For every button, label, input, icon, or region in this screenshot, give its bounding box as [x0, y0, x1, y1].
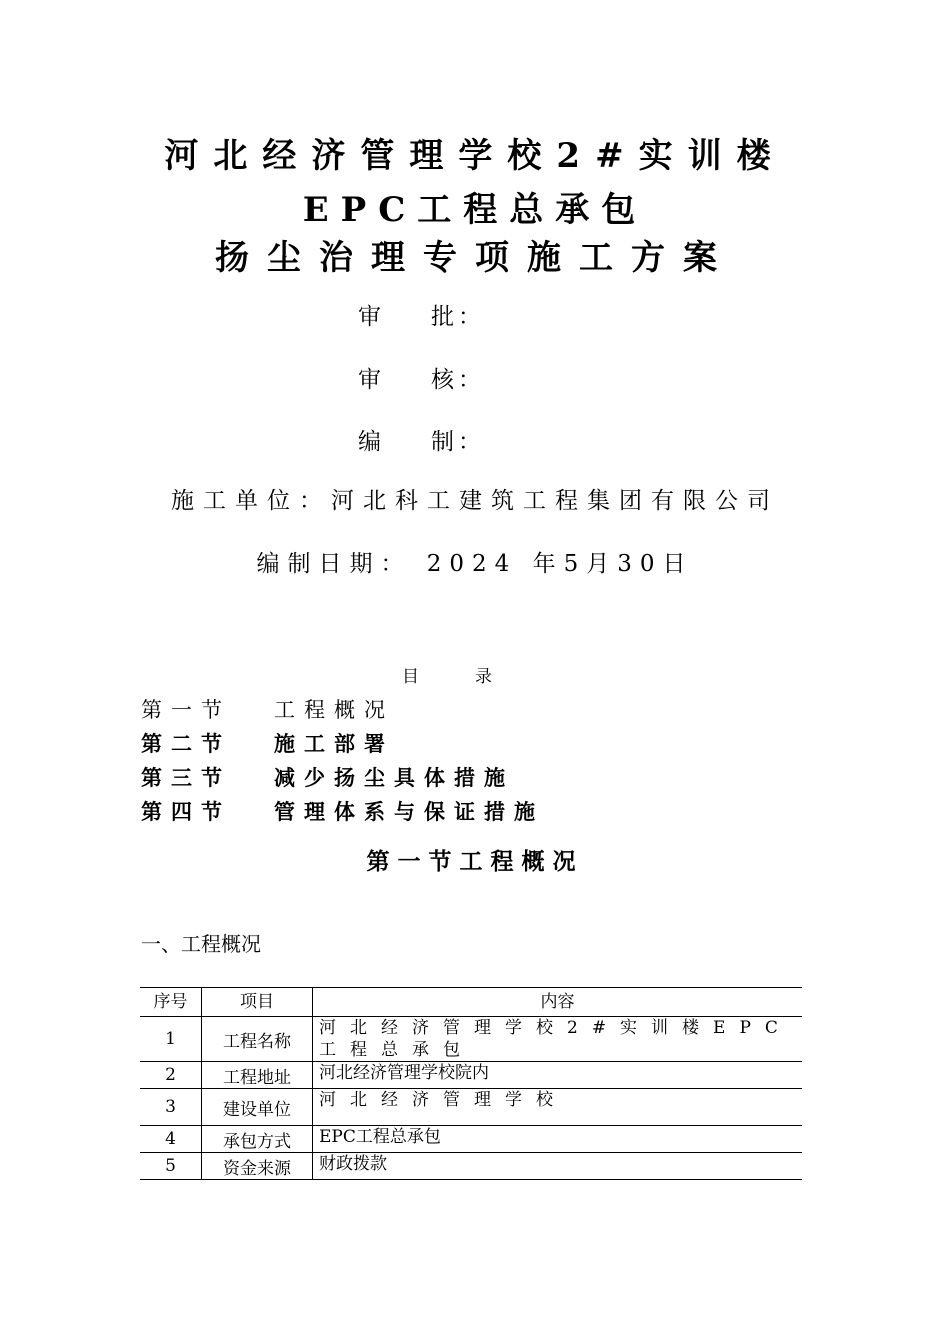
table-row — [140, 1153, 802, 1180]
table-header-row — [140, 988, 802, 1017]
toc-item — [141, 694, 394, 724]
review-field — [358, 361, 485, 394]
table-cell-content: 河北经济管理学校院内 — [313, 1062, 803, 1089]
table-header-cell: 内容 — [313, 988, 803, 1017]
toc-item-title: 减少扬尘具体措施 — [274, 765, 514, 790]
section-heading: 第一节工程概况 — [366, 848, 584, 875]
compile-label-end: 制： — [431, 429, 485, 455]
table-cell-content: 财政拨款 — [313, 1153, 803, 1180]
table-row — [140, 1062, 802, 1089]
cover-title-line2: EPC工程总承包 — [302, 190, 648, 230]
toc-item — [141, 762, 514, 792]
toc-item — [141, 796, 544, 826]
toc-item-title: 管理体系与保证措施 — [274, 799, 544, 824]
project-overview-table — [140, 987, 802, 1180]
toc-item-title: 施工部署 — [274, 731, 394, 756]
table-cell-content: EPC工程总承包 — [313, 1126, 803, 1153]
toc-item-number: 第一节 — [141, 698, 231, 722]
construction-unit: 施工单位：河北科工建筑工程集团有限公司 — [171, 488, 779, 514]
table-cell-item: 承包方式 — [202, 1126, 313, 1153]
toc-item-number: 第二节 — [141, 731, 231, 756]
table-row — [140, 1017, 802, 1062]
table-cell-content: 河北经济管理学校 — [313, 1089, 803, 1126]
table-cell-no: 1 — [140, 1017, 202, 1062]
table-cell-no: 4 — [140, 1126, 202, 1153]
toc-item — [141, 728, 394, 758]
toc-item-number: 第三节 — [141, 765, 231, 790]
table-cell-item: 资金来源 — [202, 1153, 313, 1180]
toc-item-title: 工程概况 — [274, 698, 394, 722]
compile-label: 编 — [358, 429, 385, 455]
table-cell-no: 3 — [140, 1089, 202, 1126]
section-subheading: 一、工程概况 — [141, 932, 261, 956]
compile-field — [358, 423, 485, 456]
review-label: 审 — [358, 367, 385, 393]
cover-title-line1: 河北经济管理学校2#实训楼 — [164, 136, 786, 176]
table-cell-item: 工程地址 — [202, 1062, 313, 1089]
approve-label: 审 — [358, 304, 385, 330]
table-row — [140, 1089, 802, 1126]
table-cell-content: 河北经济管理学校2#实训楼EPC工程总承包 — [313, 1017, 803, 1062]
table-header-cell: 项目 — [202, 988, 313, 1017]
table-cell-no: 2 — [140, 1062, 202, 1089]
cover-title-line3: 扬尘治理专项施工方案 — [215, 238, 735, 278]
table-row — [140, 1126, 802, 1153]
approve-field — [358, 298, 485, 331]
toc-heading: 目录 — [402, 667, 548, 687]
table-cell-item: 工程名称 — [202, 1017, 313, 1062]
compile-date: 编制日期： 2024 年5月30日 — [256, 551, 694, 577]
approve-label-end: 批： — [431, 304, 485, 330]
table-cell-item: 建设单位 — [202, 1089, 313, 1126]
table-cell-no: 5 — [140, 1153, 202, 1180]
table-header-cell: 序号 — [140, 988, 202, 1017]
toc-item-number: 第四节 — [141, 799, 231, 824]
review-label-end: 核： — [431, 367, 485, 393]
